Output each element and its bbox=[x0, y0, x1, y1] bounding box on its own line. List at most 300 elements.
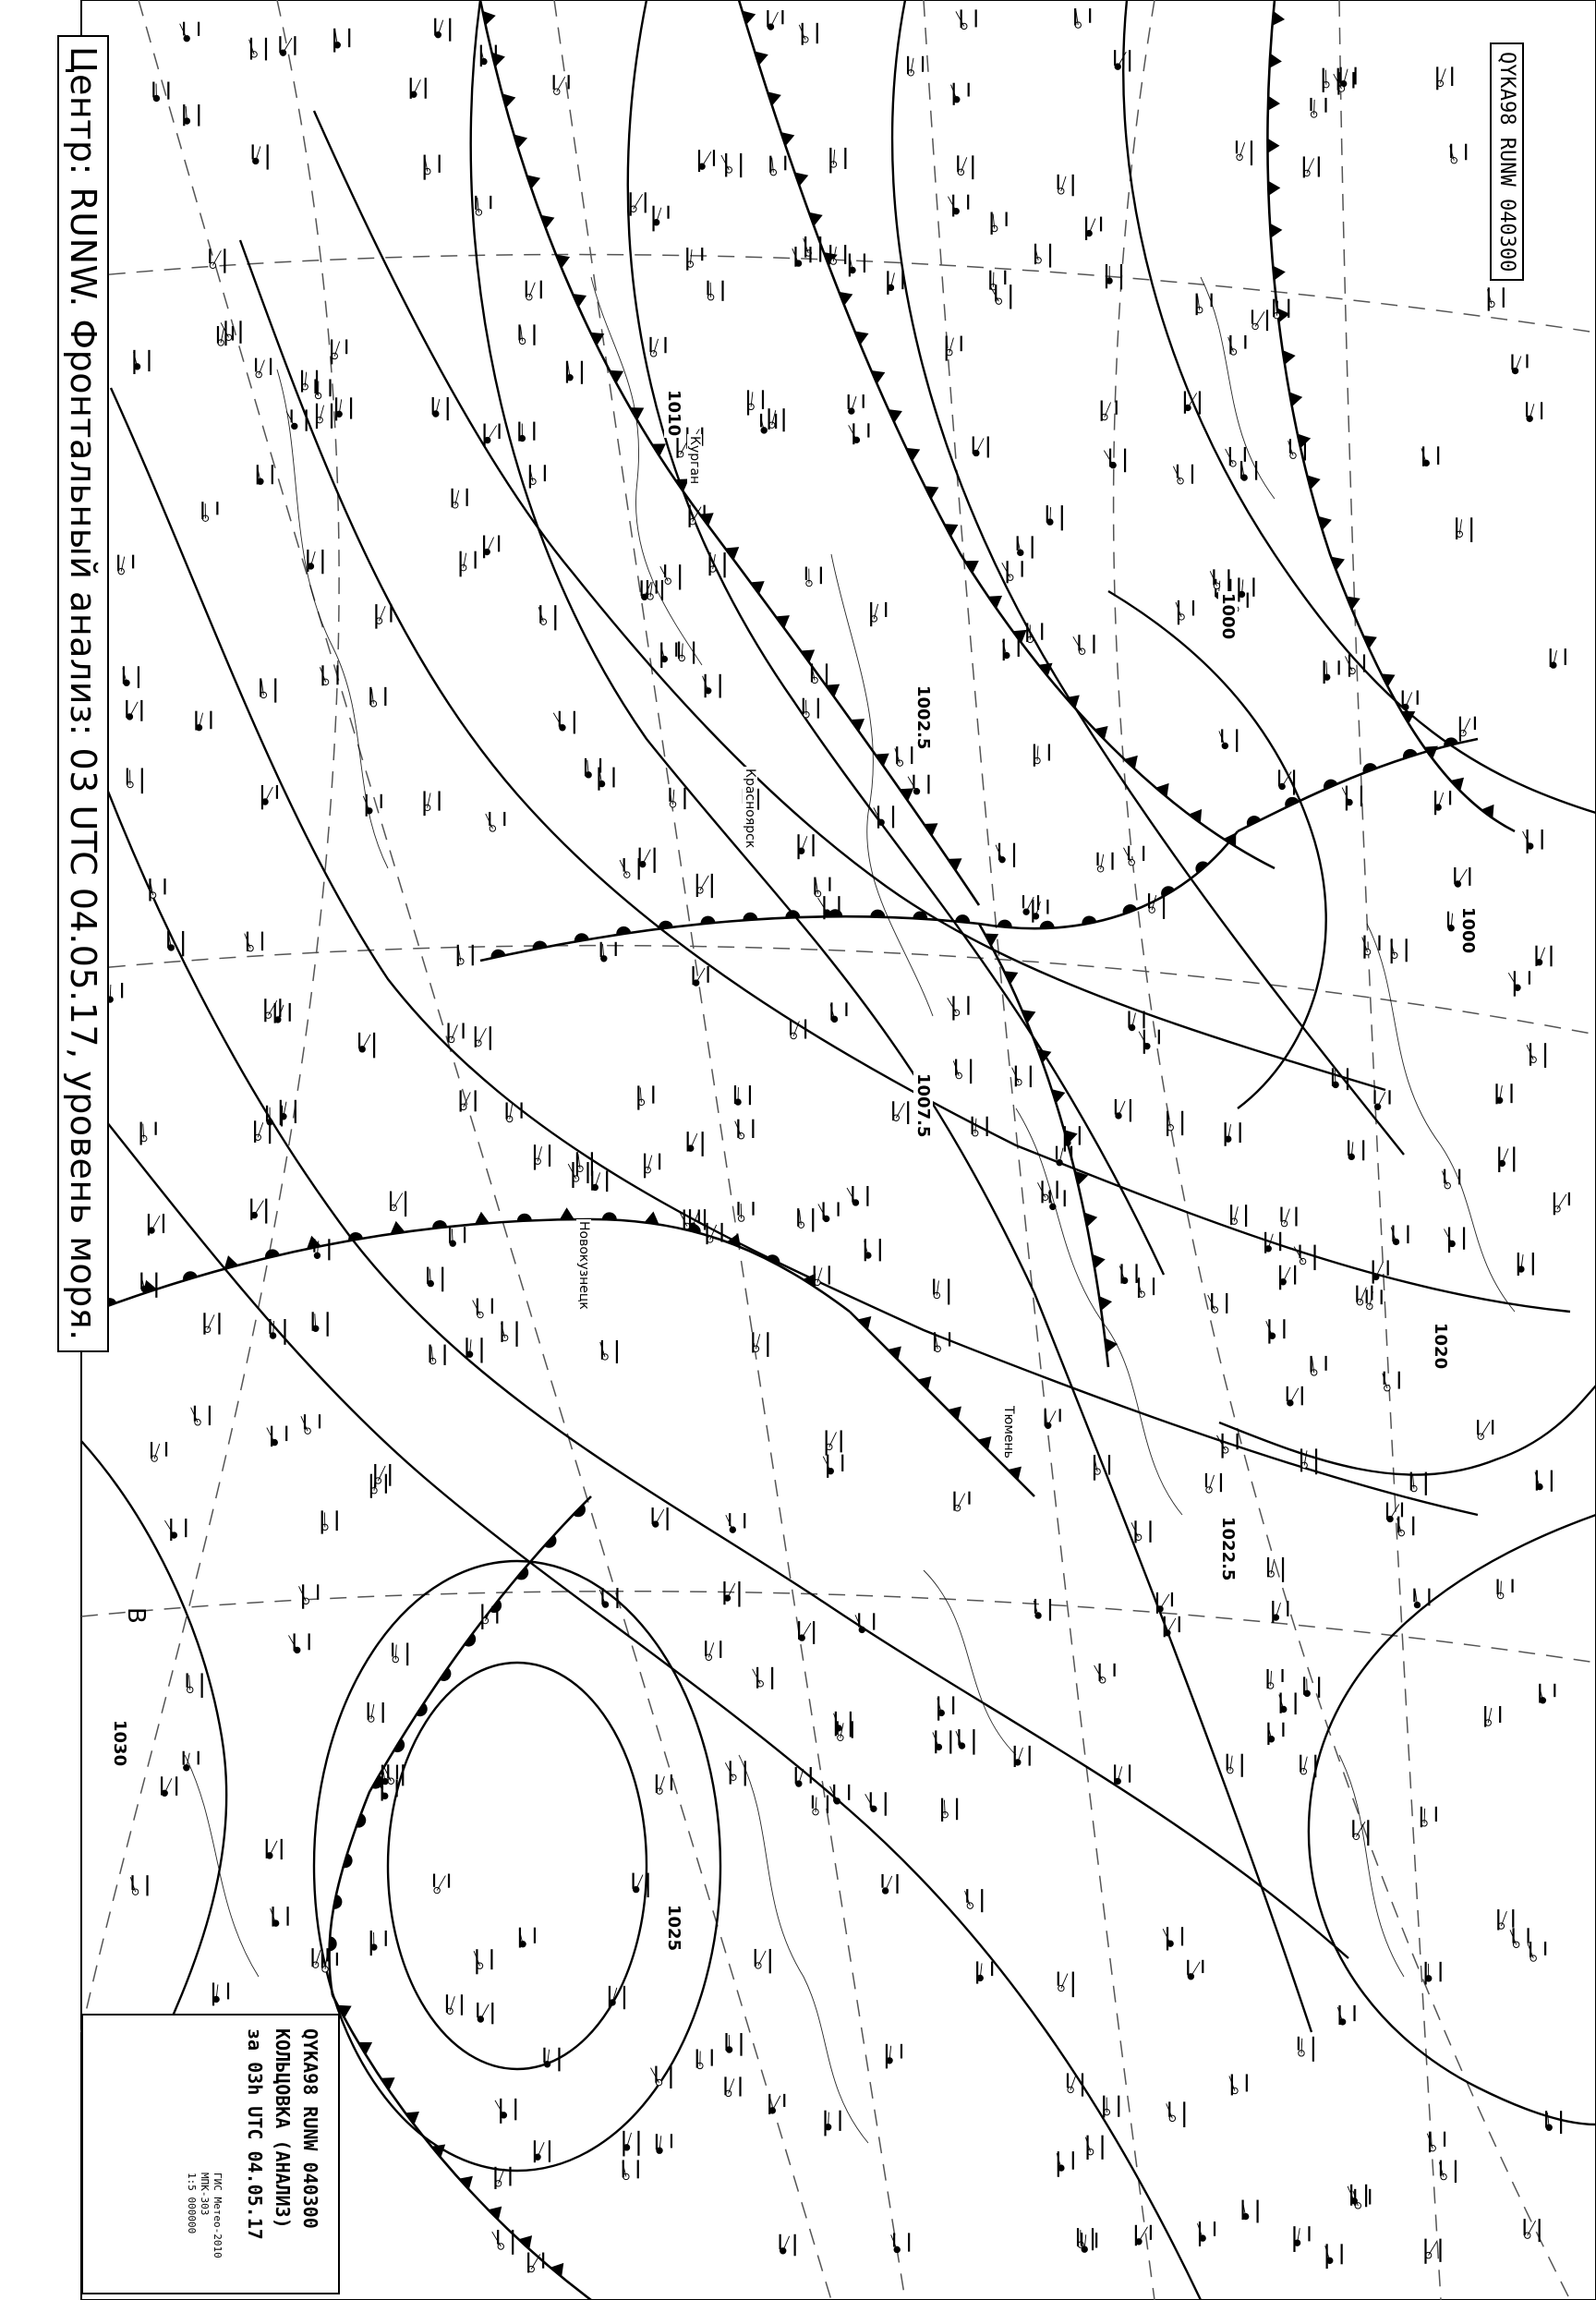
station-data-glyph bbox=[1565, 648, 1566, 665]
station-data-glyph bbox=[549, 1144, 550, 1167]
station-data-glyph bbox=[1323, 68, 1324, 92]
station-data-glyph bbox=[534, 2140, 536, 2162]
station-data-glyph bbox=[1511, 1580, 1513, 1593]
station-data-glyph bbox=[828, 878, 830, 891]
station-data-glyph bbox=[452, 489, 453, 508]
station-data-glyph bbox=[490, 1949, 492, 1969]
station-data-glyph bbox=[1527, 829, 1529, 853]
station-data-glyph bbox=[1315, 1448, 1317, 1474]
station-data-glyph bbox=[1006, 212, 1008, 226]
station-data-glyph bbox=[558, 2048, 560, 2072]
station-data-glyph bbox=[1332, 1068, 1334, 1085]
station-data-glyph bbox=[1372, 1260, 1374, 1283]
station-data-glyph bbox=[155, 1273, 157, 1298]
station-data-glyph bbox=[461, 1994, 463, 2015]
station-data-glyph bbox=[1318, 1677, 1320, 1698]
station-data-glyph bbox=[280, 1100, 282, 1125]
isobar-label: 1025 bbox=[664, 1905, 683, 1952]
station-data-glyph bbox=[667, 206, 669, 219]
station-data-glyph bbox=[1184, 391, 1186, 413]
station-data-glyph bbox=[1554, 1192, 1555, 1215]
isobar-label: 1030 bbox=[110, 1720, 129, 1767]
station-data-glyph bbox=[952, 1696, 954, 1714]
station-data-glyph bbox=[867, 423, 869, 437]
station-data-glyph bbox=[1003, 639, 1005, 661]
station-data-glyph bbox=[870, 1792, 872, 1808]
station-data-glyph bbox=[720, 1223, 722, 1242]
station-data-glyph bbox=[896, 746, 898, 764]
station-data-glyph bbox=[849, 254, 851, 277]
station-data-glyph bbox=[149, 878, 151, 901]
station-data-glyph bbox=[1072, 2151, 1074, 2170]
station-data-glyph bbox=[148, 350, 150, 371]
station-data-glyph bbox=[1348, 654, 1350, 676]
station-data-glyph bbox=[370, 1931, 372, 1955]
station-data-glyph bbox=[543, 2048, 545, 2063]
station-data-glyph bbox=[1363, 654, 1365, 672]
station-data-glyph bbox=[958, 1729, 960, 1745]
station-data-glyph bbox=[1313, 1245, 1315, 1270]
station-data-glyph bbox=[274, 678, 276, 702]
station-data-glyph bbox=[396, 1765, 398, 1779]
station-data-glyph bbox=[892, 805, 894, 828]
station-data-glyph bbox=[1030, 1066, 1032, 1087]
station-data-glyph bbox=[1227, 1754, 1228, 1771]
station-data-glyph bbox=[1280, 1207, 1282, 1222]
station-data-glyph bbox=[423, 791, 425, 816]
station-data-glyph bbox=[285, 1426, 287, 1441]
station-data-glyph bbox=[1178, 600, 1179, 624]
station-data-glyph bbox=[183, 22, 185, 36]
station-data-glyph bbox=[1046, 900, 1048, 914]
station-data-glyph bbox=[1264, 1232, 1266, 1253]
station-data-glyph bbox=[1272, 1601, 1274, 1623]
station-data-glyph bbox=[559, 711, 561, 727]
station-data-glyph bbox=[1326, 2244, 1328, 2269]
station-data-glyph bbox=[976, 1961, 978, 1983]
station-data-glyph bbox=[661, 580, 663, 600]
station-data-glyph bbox=[1341, 2244, 1343, 2264]
station-data-glyph bbox=[155, 1122, 157, 1135]
station-data-glyph bbox=[1072, 1972, 1074, 1998]
station-data-glyph bbox=[1251, 140, 1252, 165]
station-data-glyph bbox=[1070, 1146, 1072, 1160]
station-data-glyph bbox=[328, 1239, 330, 1260]
station-data-glyph bbox=[734, 1085, 736, 1104]
station-data-glyph bbox=[163, 1214, 164, 1233]
station-data-glyph bbox=[1314, 1755, 1316, 1778]
station-data-glyph bbox=[1428, 1589, 1430, 1606]
station-data-glyph bbox=[167, 931, 169, 949]
station-data-glyph bbox=[370, 1474, 372, 1498]
station-data-glyph bbox=[1448, 1227, 1450, 1253]
station-data-glyph bbox=[336, 1953, 338, 1966]
station-data-glyph bbox=[1365, 2185, 1367, 2207]
station-data-glyph bbox=[953, 83, 955, 105]
station-data-glyph bbox=[254, 1120, 256, 1143]
station-data-glyph bbox=[1114, 50, 1116, 66]
station-data-glyph bbox=[708, 552, 710, 575]
station-data-glyph bbox=[606, 1170, 608, 1192]
station-data-glyph bbox=[1352, 1820, 1354, 1837]
station-data-glyph bbox=[1338, 2005, 1340, 2025]
station-data-glyph bbox=[152, 82, 154, 98]
station-data-glyph bbox=[1350, 2185, 1352, 2206]
station-data-glyph bbox=[201, 502, 203, 519]
station-data-glyph bbox=[797, 1208, 799, 1227]
place-name: Курган bbox=[687, 436, 702, 485]
station-data-glyph bbox=[797, 834, 799, 859]
station-data-glyph bbox=[713, 150, 715, 166]
station-data-glyph bbox=[1237, 1434, 1239, 1449]
station-data-glyph bbox=[331, 404, 332, 429]
station-data-glyph bbox=[335, 397, 337, 420]
station-data-glyph bbox=[553, 75, 555, 90]
station-data-glyph bbox=[873, 1613, 875, 1629]
station-data-glyph bbox=[1406, 938, 1408, 962]
station-data-glyph bbox=[1129, 1764, 1130, 1782]
station-data-glyph bbox=[1230, 1204, 1232, 1225]
station-data-glyph bbox=[705, 1640, 707, 1656]
station-data-glyph bbox=[198, 22, 200, 36]
station-data-glyph bbox=[1211, 1293, 1213, 1310]
station-data-glyph bbox=[1503, 287, 1505, 308]
station-data-glyph bbox=[1353, 2005, 1355, 2021]
station-data-glyph bbox=[961, 336, 962, 352]
station-data-glyph bbox=[481, 1604, 483, 1629]
station-data-glyph bbox=[814, 1265, 816, 1285]
station-data-glyph bbox=[768, 408, 769, 430]
isobar-label: 1002.5 bbox=[913, 685, 933, 750]
station-data-glyph bbox=[730, 1761, 732, 1784]
station-data-glyph bbox=[749, 1085, 751, 1105]
station-data-glyph bbox=[1477, 1420, 1479, 1434]
station-data-glyph bbox=[647, 1873, 648, 1898]
station-data-glyph bbox=[827, 1455, 828, 1478]
station-data-glyph bbox=[429, 1345, 430, 1362]
station-data-glyph bbox=[306, 409, 308, 430]
station-data-glyph bbox=[1413, 1589, 1415, 1603]
station-data-glyph bbox=[1134, 1520, 1136, 1543]
station-data-glyph bbox=[683, 788, 685, 809]
station-data-glyph bbox=[1010, 284, 1011, 309]
station-data-glyph bbox=[295, 1100, 296, 1123]
station-data-glyph bbox=[358, 1033, 360, 1048]
station-data-glyph bbox=[499, 424, 501, 440]
station-data-glyph bbox=[1177, 465, 1179, 478]
station-data-glyph bbox=[1347, 1068, 1348, 1090]
station-data-glyph bbox=[1202, 1960, 1203, 1973]
station-data-glyph bbox=[449, 1227, 451, 1242]
station-data-glyph bbox=[218, 1313, 220, 1334]
station-data-glyph bbox=[484, 424, 486, 447]
station-data-glyph bbox=[1551, 1471, 1553, 1492]
station-data-glyph bbox=[1130, 1099, 1131, 1122]
station-data-glyph bbox=[308, 1633, 310, 1650]
station-data-glyph bbox=[294, 36, 296, 55]
station-data-glyph bbox=[740, 153, 742, 177]
station-data-glyph bbox=[1529, 971, 1530, 985]
station-data-glyph bbox=[841, 1455, 843, 1471]
station-data-glyph bbox=[757, 789, 759, 810]
station-data-glyph bbox=[702, 1132, 704, 1156]
station-data-glyph bbox=[539, 605, 541, 623]
station-data-glyph bbox=[518, 324, 520, 340]
station-data-glyph bbox=[1498, 1146, 1500, 1172]
station-data-glyph bbox=[1474, 717, 1476, 730]
station-data-glyph bbox=[1239, 1122, 1241, 1143]
station-data-glyph bbox=[1049, 244, 1051, 268]
station-data-glyph bbox=[1444, 1169, 1445, 1184]
station-data-glyph bbox=[711, 874, 713, 898]
station-data-glyph bbox=[1158, 1030, 1160, 1045]
station-data-glyph bbox=[425, 78, 427, 99]
station-data-glyph bbox=[1114, 1764, 1116, 1784]
station-data-glyph bbox=[1369, 2189, 1371, 2205]
station-data-glyph bbox=[927, 775, 929, 794]
station-data-glyph bbox=[1089, 8, 1091, 23]
station-data-glyph bbox=[1437, 446, 1439, 465]
station-data-glyph bbox=[946, 336, 948, 361]
station-data-glyph bbox=[852, 1186, 853, 1203]
station-data-glyph bbox=[826, 663, 828, 685]
station-data-glyph bbox=[652, 206, 654, 232]
station-data-glyph bbox=[472, 945, 474, 965]
station-data-glyph bbox=[182, 931, 184, 956]
station-data-glyph bbox=[1181, 1927, 1183, 1945]
station-data-glyph bbox=[1422, 446, 1424, 466]
station-data-glyph bbox=[957, 155, 959, 172]
station-data-glyph bbox=[970, 1059, 972, 1084]
station-data-glyph bbox=[216, 502, 218, 514]
station-data-glyph bbox=[498, 536, 500, 552]
station-data-glyph bbox=[477, 1299, 478, 1315]
station-data-glyph bbox=[1247, 593, 1249, 608]
station-data-glyph bbox=[1187, 1960, 1189, 1976]
station-data-glyph bbox=[183, 1751, 185, 1765]
station-data-glyph bbox=[1138, 1277, 1140, 1298]
station-data-glyph bbox=[1303, 1677, 1305, 1694]
station-data-glyph bbox=[1241, 2200, 1243, 2221]
station-data-glyph bbox=[327, 1312, 329, 1336]
station-data-glyph bbox=[711, 2049, 713, 2065]
station-data-glyph bbox=[1056, 1180, 1058, 1198]
station-data-glyph bbox=[805, 567, 807, 580]
station-data-glyph bbox=[1541, 402, 1542, 419]
station-data-glyph bbox=[848, 1785, 850, 1800]
station-data-glyph bbox=[762, 390, 764, 409]
chart-title: Центр: RUNW. Фронтальный анализ: 03 UTC 04.05.17, уровень моря. bbox=[57, 35, 109, 1352]
station-data-glyph bbox=[968, 83, 970, 97]
station-data-glyph bbox=[647, 580, 648, 598]
station-data-glyph bbox=[935, 1730, 937, 1753]
station-data-glyph bbox=[1004, 271, 1006, 284]
station-data-glyph bbox=[316, 370, 318, 395]
station-data-glyph bbox=[1245, 1204, 1247, 1227]
place-name: Красноярск bbox=[743, 769, 757, 849]
station-data-glyph bbox=[1099, 1664, 1101, 1681]
station-data-glyph bbox=[591, 1170, 593, 1190]
station-data-glyph bbox=[664, 337, 666, 353]
station-data-glyph bbox=[823, 1202, 825, 1219]
station-data-glyph bbox=[1304, 439, 1306, 460]
station-data-glyph bbox=[986, 1117, 988, 1136]
station-data-glyph bbox=[812, 1208, 814, 1231]
station-data-glyph bbox=[637, 2131, 639, 2156]
station-data-glyph bbox=[1129, 50, 1130, 71]
station-data-glyph bbox=[1392, 1225, 1394, 1241]
station-data-glyph bbox=[497, 2230, 499, 2245]
station-data-glyph bbox=[266, 1106, 268, 1121]
station-data-glyph bbox=[1470, 517, 1472, 542]
station-data-glyph bbox=[819, 236, 821, 262]
station-data-glyph bbox=[1398, 1372, 1400, 1389]
station-data-glyph bbox=[829, 148, 831, 174]
station-data-glyph bbox=[321, 665, 323, 685]
station-data-glyph bbox=[1550, 946, 1552, 967]
station-data-glyph bbox=[1421, 1807, 1422, 1827]
station-data-glyph bbox=[863, 394, 864, 408]
chart-stamp bbox=[81, 2014, 340, 2294]
station-data-glyph bbox=[817, 698, 819, 719]
station-data-glyph bbox=[1092, 2228, 1094, 2250]
station-data-glyph bbox=[1293, 769, 1295, 794]
station-data-glyph bbox=[1391, 938, 1393, 963]
station-data-glyph bbox=[210, 711, 212, 730]
map-frame bbox=[81, 0, 1596, 2300]
station-data-glyph bbox=[723, 1581, 725, 1604]
station-data-glyph bbox=[1293, 2226, 1295, 2252]
station-data-glyph bbox=[1469, 867, 1470, 886]
station-data-glyph bbox=[1488, 287, 1490, 310]
station-data-glyph bbox=[641, 580, 643, 596]
station-data-glyph bbox=[839, 2111, 840, 2131]
station-data-glyph bbox=[707, 966, 708, 983]
station-data-glyph bbox=[824, 2111, 826, 2137]
station-data-glyph bbox=[581, 361, 583, 384]
station-data-glyph bbox=[270, 358, 272, 375]
station-data-glyph bbox=[151, 1442, 152, 1459]
station-data-glyph bbox=[519, 1928, 521, 1948]
station-data-glyph bbox=[948, 1278, 949, 1304]
station-data-glyph bbox=[554, 605, 556, 630]
station-data-glyph bbox=[729, 1513, 731, 1526]
station-data-glyph bbox=[1086, 2136, 1088, 2160]
station-data-glyph bbox=[250, 38, 252, 60]
station-data-glyph bbox=[601, 1588, 603, 1604]
station-data-glyph bbox=[1074, 8, 1076, 25]
station-data-glyph bbox=[194, 1406, 196, 1422]
station-data-glyph bbox=[133, 350, 135, 374]
station-data-glyph bbox=[1568, 1192, 1570, 1205]
station-data-glyph bbox=[540, 281, 542, 299]
station-data-glyph bbox=[1279, 1232, 1281, 1251]
station-data-glyph bbox=[656, 2134, 658, 2149]
station-data-glyph bbox=[1542, 829, 1543, 850]
station-data-glyph bbox=[616, 1588, 618, 1608]
station-data-glyph bbox=[1281, 1669, 1283, 1682]
station-data-glyph bbox=[952, 996, 954, 1020]
station-data-glyph bbox=[1049, 1599, 1051, 1621]
station-data-glyph bbox=[433, 1874, 435, 1887]
station-data-glyph bbox=[375, 604, 377, 629]
stamp-code: QYKA98 RUNW 040300 bbox=[299, 2028, 321, 2229]
station-data-glyph bbox=[671, 2134, 672, 2148]
station-data-glyph bbox=[798, 1621, 800, 1640]
station-data-glyph bbox=[949, 1332, 950, 1346]
station-data-glyph bbox=[1407, 1225, 1409, 1243]
station-data-glyph bbox=[1439, 2239, 1441, 2262]
station-data-glyph bbox=[1034, 744, 1035, 766]
station-data-glyph bbox=[521, 1102, 523, 1118]
station-data-glyph bbox=[501, 1321, 502, 1342]
station-data-glyph bbox=[384, 687, 386, 706]
station-data-glyph bbox=[1078, 635, 1080, 650]
station-data-glyph bbox=[1458, 1169, 1460, 1185]
station-data-glyph bbox=[893, 2233, 895, 2246]
station-data-glyph bbox=[464, 1227, 466, 1242]
station-data-glyph bbox=[664, 564, 666, 577]
station-data-glyph bbox=[1378, 936, 1380, 950]
station-data-glyph bbox=[1205, 1473, 1207, 1487]
station-data-glyph bbox=[795, 1767, 797, 1784]
station-data-glyph bbox=[336, 665, 338, 684]
station-data-glyph bbox=[1527, 1928, 1529, 1943]
station-data-glyph bbox=[623, 2160, 624, 2177]
station-data-glyph bbox=[885, 602, 887, 617]
stamp-title: КОЛЬЦОВКА (АНАЛИЗ) bbox=[272, 2028, 294, 2229]
station-data-glyph bbox=[1058, 1972, 1059, 1986]
station-data-glyph bbox=[466, 489, 468, 506]
station-data-glyph bbox=[1167, 1111, 1168, 1136]
station-data-glyph bbox=[780, 2234, 781, 2249]
station-data-glyph bbox=[269, 1319, 271, 1334]
station-data-glyph bbox=[790, 1020, 792, 1035]
station-data-glyph bbox=[1220, 1473, 1222, 1492]
station-data-glyph bbox=[195, 711, 197, 731]
station-data-glyph bbox=[572, 1162, 574, 1188]
station-data-glyph bbox=[1029, 1746, 1031, 1766]
station-data-glyph bbox=[209, 248, 211, 263]
station-data-glyph bbox=[185, 1519, 187, 1537]
station-data-glyph bbox=[1514, 971, 1516, 996]
station-data-glyph bbox=[649, 337, 651, 352]
station-data-glyph bbox=[1255, 461, 1257, 480]
station-data-glyph bbox=[1120, 1264, 1122, 1283]
station-data-glyph bbox=[696, 2049, 698, 2067]
station-data-glyph bbox=[804, 236, 806, 258]
station-data-glyph bbox=[255, 358, 257, 372]
station-data-glyph bbox=[475, 1090, 477, 1111]
station-data-glyph bbox=[656, 580, 658, 593]
station-data-glyph bbox=[170, 1519, 172, 1541]
station-data-glyph bbox=[224, 248, 225, 272]
station-data-glyph bbox=[1183, 2101, 1185, 2127]
station-data-glyph bbox=[1041, 623, 1043, 639]
station-data-glyph bbox=[803, 698, 804, 714]
station-data-glyph bbox=[838, 896, 840, 914]
station-data-glyph bbox=[769, 1949, 771, 1973]
station-data-glyph bbox=[1295, 1207, 1297, 1227]
station-data-glyph bbox=[331, 339, 332, 364]
station-data-glyph bbox=[752, 1332, 754, 1352]
station-data-glyph bbox=[203, 1313, 205, 1334]
station-data-glyph bbox=[656, 1774, 658, 1793]
station-data-glyph bbox=[1425, 1472, 1427, 1495]
station-data-glyph bbox=[866, 1186, 868, 1206]
station-data-glyph bbox=[1299, 1245, 1300, 1259]
station-data-glyph bbox=[1278, 769, 1280, 786]
